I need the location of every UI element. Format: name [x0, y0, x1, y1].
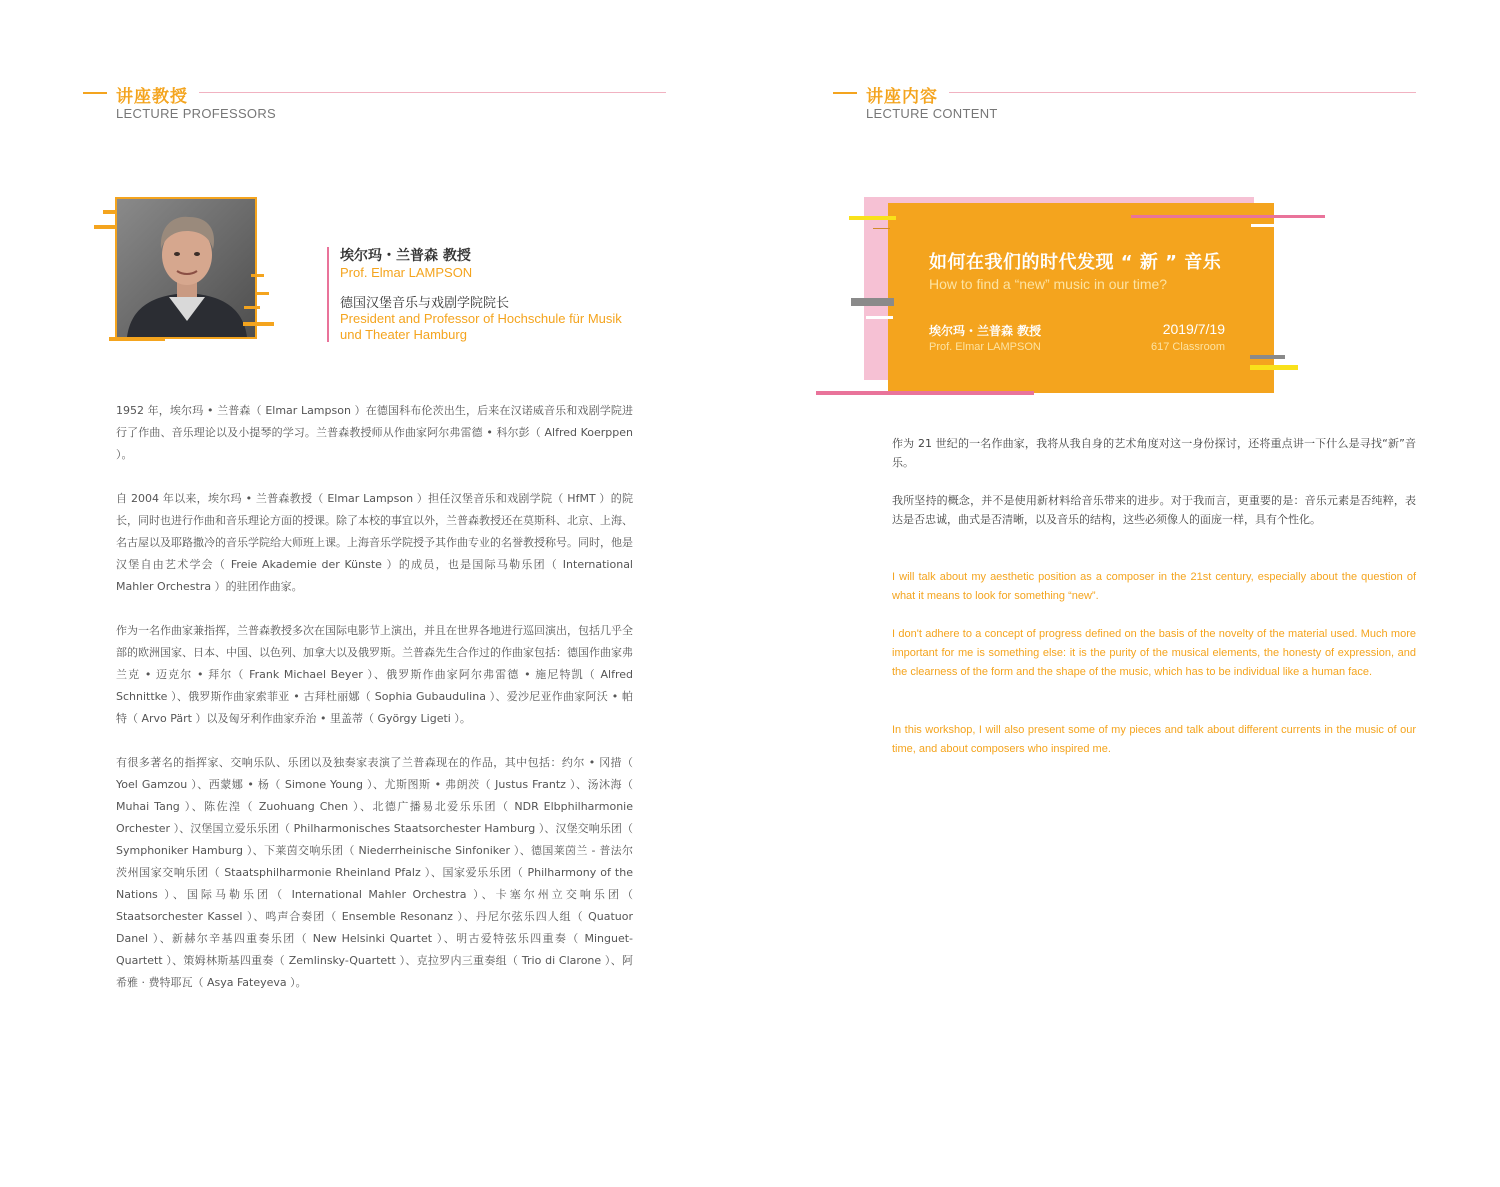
- decor-bar: [244, 306, 260, 309]
- decor-bar: [243, 322, 274, 326]
- section-subtitle-professors: LECTURE PROFESSORS: [116, 106, 276, 121]
- professor-role-en-line1: President and Professor of Hochschule für Musik: [340, 311, 622, 326]
- decor-bar: [873, 228, 890, 229]
- lecture-card: [888, 203, 1274, 393]
- header-dash-left: [83, 92, 107, 94]
- professor-photo: [115, 197, 257, 339]
- bio-paragraph-2: 自 2004 年以来，埃尔玛 • 兰普森教授（ Elmar Lampson ）担任汉堡音乐和戏剧学院（ HfMT ）的院长，同时也进行作曲和音乐理论方面的授课。除了本校的事宜以外，兰普森教授还在莫斯科、北京、上海、名古屋以及耶路撒冷的音乐学院给大师班上课。上海音乐学院授予其作曲专业的名誉教授称号。同时，他是汉堡自由艺术学会（ Freie Akademie der Künste ）的成员，也是国际马勒乐团（ International Mahler Orchestra ）的驻团作曲家。: [116, 492, 633, 593]
- bio-paragraph-4: 有很多著名的指挥家、交响乐队、乐团以及独奏家表演了兰普森现在的作品，其中包括：约尔 • 冈措（ Yoel Gamzou ）、西蒙娜 • 杨（ Simone Young ）、尤斯图斯 • 弗朗茨（ Justus Frantz ）、汤沐海（ Muhai Tang ）、陈佐湟（ Zuohuang Chen ）、北德广播易北爱乐乐团（ NDR Elbphilharmonie Orchester ）、汉堡国立爱乐乐团（ Philharmonisches Staatsorchester Hamburg ）、汉堡交响乐团（ Symphoniker Hamburg ）、下莱茵交响乐团（ Niederrheinische Sinfoniker ）、德国莱茵兰 - 普法尔茨州国家交响乐团（ Staatsphilharmonie Rheinland Pfalz ）、国家爱乐乐团（ Philharmony of the Nations ）、国际马勒乐团（ International Mahler Orchestra ）、卡塞尔州立交响乐团（ Staatsorchester Kassel ）、鸣声合奏团（ Ensemble Resonanz ）、丹尼尔弦乐四人组（ Quatuor Danel ）、新赫尔辛基四重奏乐团（ New Helsinki Quartet ）、明古爱特弦乐四重奏（ Minguet-Quartett ）、策姆林斯基四重奏（ Zemlinsky-Quartett ）、克拉罗内三重奏组（ Trio di Clarone ）、阿希雅 · 费特耶瓦（ Asya Fateyeva ）。: [116, 756, 633, 989]
- header-rule-right: [949, 92, 1416, 93]
- decor-bar: [257, 292, 269, 295]
- decor-bar: [109, 337, 165, 341]
- decor-bar: [251, 274, 264, 277]
- section-subtitle-content: LECTURE CONTENT: [866, 106, 998, 121]
- lecture-professor-cn: 埃尔玛・兰普森 教授: [929, 324, 1042, 338]
- content-en-paragraph-1: I will talk about my aesthetic position as a composer in the 21st century, especially about the question of what it means to look for something “new”.: [892, 571, 1416, 602]
- lecture-professor-en: Prof. Elmar LAMPSON: [929, 341, 1041, 353]
- bio-paragraph-3: 作为一名作曲家兼指挥，兰普森教授多次在国际电影节上演出，并且在世界各地进行巡回演出，包括几乎全部的欧洲国家、日本、中国、以色列、加拿大以及俄罗斯。兰普森先生合作过的作曲家包括：德国作曲家弗兰克 • 迈克尔 • 拜尔（ Frank Michael Beyer ）、俄罗斯作曲家阿尔弗雷德 • 施尼特凯（ Alfred Schnittke ）、俄罗斯作曲家索菲亚 • 古拜杜丽娜（ Sophia Gubaudulina ）、爱沙尼亚作曲家阿沃 • 帕特（ Arvo Pärt ）以及匈牙利作曲家乔治 • 里盖蒂（ György Ligeti ）。: [116, 624, 633, 725]
- header-rule-left: [199, 92, 666, 93]
- lecture-title-cn: 如何在我们的时代发现 “ 新 ” 音乐: [929, 252, 1222, 273]
- header-dash-right: [833, 92, 857, 94]
- content-en-paragraph-3: In this workshop, I will also present some of my pieces and talk about different currents in the music of our time, and about composers who inspired me.: [892, 724, 1416, 755]
- lecture-room: 617 Classroom: [1151, 341, 1225, 353]
- professor-accent-line: [327, 247, 329, 342]
- lecture-title-en: How to find a “new” music in our time?: [929, 276, 1168, 292]
- decor-bar: [816, 391, 1034, 395]
- professor-name-cn: 埃尔玛・兰普森 教授: [340, 248, 471, 264]
- professor-role-en-line2: und Theater Hamburg: [340, 327, 467, 342]
- decor-bar: [866, 316, 893, 319]
- decor-bar: [851, 298, 894, 306]
- content-cn-paragraph-1: 作为 21 世纪的一名作曲家，我将从我自身的艺术角度对这一身份探讨，还将重点讲一下什么是寻找“新”音乐。: [892, 437, 1416, 469]
- section-title-professors: 讲座教授: [116, 87, 188, 107]
- bio-paragraph-1: 1952 年，埃尔玛 • 兰普森（ Elmar Lampson ）在德国科布伦茨出生，后来在汉诺威音乐和戏剧学院进行了作曲、音乐理论以及小提琴的学习。兰普森教授师从作曲家阿尔弗雷德 • 科尔彭（ Alfred Koerppen ）。: [116, 404, 633, 461]
- portrait-illustration: [117, 199, 255, 337]
- decor-bar: [1251, 224, 1274, 227]
- section-title-content: 讲座内容: [866, 87, 938, 107]
- decor-bar: [1250, 355, 1285, 359]
- decor-bar: [1250, 365, 1298, 370]
- lecture-date: 2019/7/19: [1162, 321, 1225, 337]
- content-en-paragraph-2: I don't adhere to a concept of progress defined on the basis of the novelty of the material used. Much more important for me is something else: it is the purity of the musical elements, the honesty of expression, and the clearness of the form and the shape of the music, which has to be individual like a human face.: [892, 628, 1416, 678]
- professor-name-en: Prof. Elmar LAMPSON: [340, 265, 473, 280]
- professor-role-cn: 德国汉堡音乐与戏剧学院院长: [340, 296, 510, 311]
- decor-bar: [1131, 215, 1325, 218]
- content-cn-paragraph-2: 我所坚持的概念，并不是使用新材料给音乐带来的进步。对于我而言，更重要的是：音乐元素是否纯粹，表达是否忠诚，曲式是否清晰，以及音乐的结构，这些必须像人的面庞一样，具有个性化。: [892, 494, 1416, 526]
- decor-bar: [849, 216, 896, 220]
